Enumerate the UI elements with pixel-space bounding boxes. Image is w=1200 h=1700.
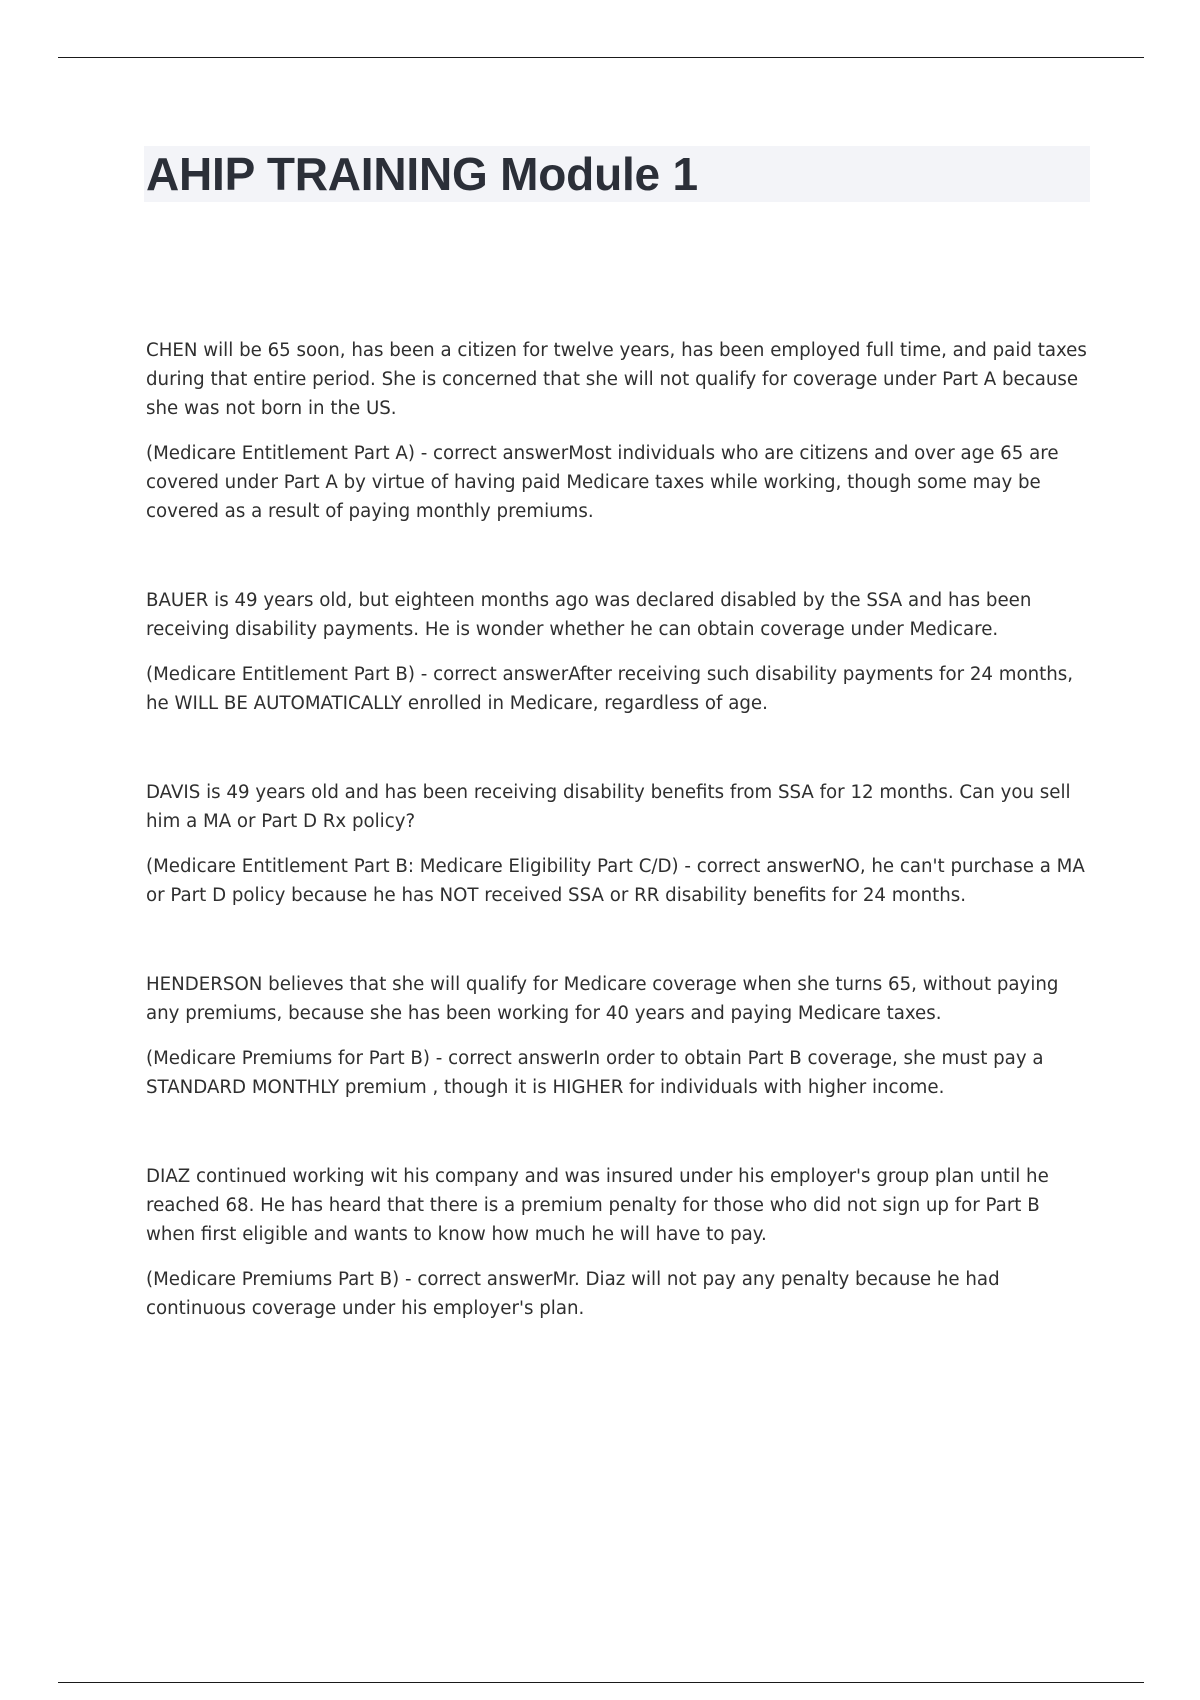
question-text: HENDERSON believes that she will qualify for Medicare coverage when she turns 65, without paying any premiums, because she has been working for 40 years and paying Medicare taxes. [146, 974, 1059, 1024]
page-title: AHIP TRAINING Module 1 [146, 148, 698, 200]
question-text: CHEN will be 65 soon, has been a citizen for twelve years, has been employed full time, and paid taxes during that entire period. She is concerned that she will not qualify for coverage under Part A because she was not born in the US. [146, 340, 1087, 419]
answer-text: (Medicare Entitlement Part B) - correct answerAfter receiving such disability payments for 24 months, he WILL BE AUTOMATICALLY enrolled in Medicare, regardless of age. [146, 664, 1074, 714]
answer-text: (Medicare Premiums for Part B) - correct answerIn order to obtain Part B coverage, she must pay a STANDARD MONTHLY premium , though it is HIGHER for individuals with higher income. [146, 1048, 1044, 1098]
answer-text: (Medicare Entitlement Part A) - correct answerMost individuals who are citizens and over age 65 are covered under Part A by virtue of having paid Medicare taxes while working, though some may be covered as a result of paying monthly premiums. [146, 443, 1059, 522]
bottom-rule [58, 1682, 1144, 1683]
question-text: BAUER is 49 years old, but eighteen months ago was declared disabled by the SSA and has been receiving disability payments. He is wonder whether he can obtain coverage under Medicare. [146, 590, 1032, 640]
top-rule [58, 57, 1144, 58]
answer-text: (Medicare Premiums Part B) - correct answerMr. Diaz will not pay any penalty because he had continuous coverage under his employer's plan. [146, 1269, 1000, 1319]
answer-text: (Medicare Entitlement Part B: Medicare Eligibility Part C/D) - correct answerNO, he can't purchase a MA or Part D policy because he has NOT received SSA or RR disability benefits for 24 months. [146, 856, 1085, 906]
qa-list [146, 336, 1092, 1383]
qa-item [146, 970, 1092, 1102]
question-text: DIAZ continued working wit his company and was insured under his employer's group plan until he reached 68. He has heard that there is a premium penalty for those who did not sign up for Part B when first eligible and wants to know how much he will have to pay. [146, 1166, 1049, 1245]
question-text: DAVIS is 49 years old and has been receiving disability benefits from SSA for 12 months. Can you sell him a MA or Part D Rx policy? [146, 782, 1071, 832]
qa-item [146, 586, 1092, 718]
qa-item [146, 1162, 1092, 1323]
qa-item [146, 778, 1092, 910]
qa-item [146, 336, 1092, 526]
